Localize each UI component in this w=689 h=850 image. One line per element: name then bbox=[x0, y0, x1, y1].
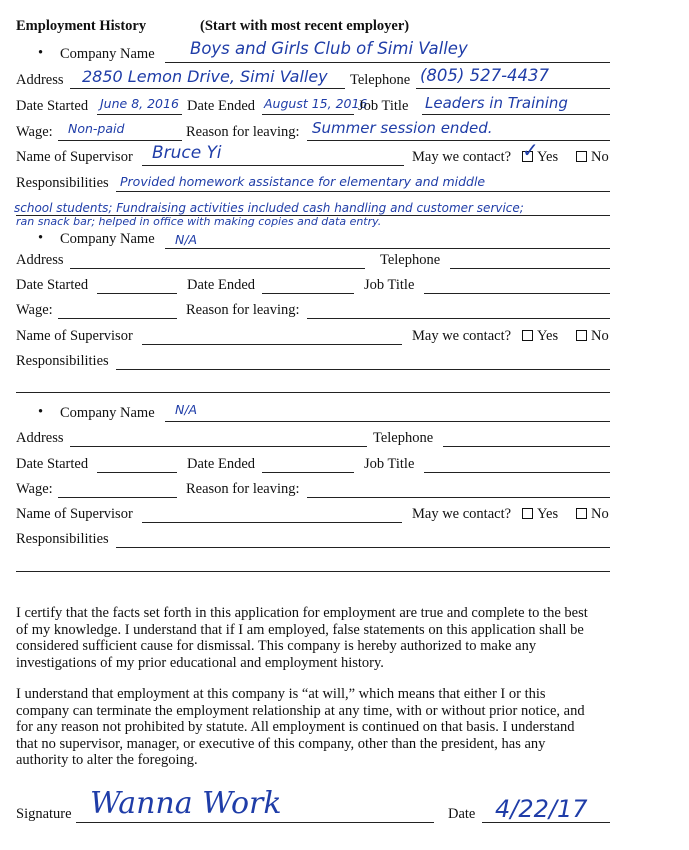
date-ended-value-1[interactable]: August 15, 2016 bbox=[264, 96, 368, 111]
telephone-label: Telephone bbox=[350, 72, 411, 88]
date-ended-line-1 bbox=[262, 114, 354, 115]
reason-value-1[interactable]: Summer session ended. bbox=[312, 119, 493, 137]
telephone-line-3 bbox=[443, 446, 610, 447]
responsibilities-value-1a[interactable]: Provided homework assistance for elementary and middle bbox=[120, 174, 486, 189]
responsibilities-line-2a bbox=[116, 369, 610, 370]
company-name-value-3[interactable]: N/A bbox=[175, 402, 198, 417]
no-label: No bbox=[591, 328, 609, 344]
checkbox-icon[interactable] bbox=[522, 330, 533, 341]
checkbox-icon[interactable] bbox=[576, 151, 587, 162]
checkbox-icon[interactable] bbox=[522, 508, 533, 519]
section-title: Employment History bbox=[16, 18, 147, 34]
reason-line-1 bbox=[307, 140, 610, 141]
may-we-contact-label: May we contact? bbox=[412, 149, 512, 165]
certification-paragraph-1: I certify that the facts set forth in this application for employment are true and complete to the best of my knowledge. I understand that if I am employed, false statements on this application shall be considered sufficient cause for dismissal. This company is hereby authorized to make any investigations of my prior educational and employment history. bbox=[16, 605, 588, 671]
yes-label: Yes bbox=[537, 328, 559, 344]
reason-label: Reason for leaving: bbox=[186, 124, 300, 140]
address-label: Address bbox=[16, 72, 64, 88]
company-name-line-3 bbox=[165, 421, 610, 422]
bullet: • bbox=[38, 404, 44, 420]
no-label: No bbox=[591, 506, 609, 522]
date-ended-line-3 bbox=[262, 472, 354, 473]
contact-yes-option-3[interactable] bbox=[522, 506, 558, 522]
supervisor-label: Name of Supervisor bbox=[16, 328, 133, 344]
signature-label: Signature bbox=[16, 806, 72, 822]
contact-no-option-2[interactable] bbox=[576, 328, 609, 344]
certification-paragraph-2: I understand that employment at this company is “at will,” which means that either I or this company can terminate the employment relationship at any time, with or without prior notice, and for any reason not prohibited by statute. All employment is continued on that basis. I understand that no supervisor, manager, or executive of this company, other than the president, has any authority to alter the foregoing. bbox=[16, 686, 585, 768]
supervisor-label: Name of Supervisor bbox=[16, 149, 133, 165]
date-started-label: Date Started bbox=[16, 98, 89, 114]
telephone-line-2 bbox=[450, 268, 610, 269]
date-started-line-2 bbox=[97, 293, 177, 294]
responsibilities-value-1b[interactable]: school students; Fundraising activities included cash handling and customer service; bbox=[14, 201, 524, 215]
date-started-label: Date Started bbox=[16, 277, 89, 293]
reason-line-2 bbox=[307, 318, 610, 319]
date-started-value-1[interactable]: June 8, 2016 bbox=[100, 96, 179, 111]
reason-label: Reason for leaving: bbox=[186, 302, 300, 318]
address-line-1 bbox=[70, 88, 345, 89]
signature-line bbox=[76, 822, 434, 823]
checkmark-icon: ✓ bbox=[522, 138, 539, 162]
no-label: No bbox=[591, 149, 609, 165]
telephone-label: Telephone bbox=[373, 430, 434, 446]
company-name-label: Company Name bbox=[60, 231, 155, 247]
date-ended-label: Date Ended bbox=[187, 456, 256, 472]
wage-line-3 bbox=[58, 497, 177, 498]
date-ended-label: Date Ended bbox=[187, 277, 256, 293]
wage-label: Wage: bbox=[16, 124, 53, 140]
job-title-label: Job Title bbox=[364, 456, 415, 472]
telephone-value-1[interactable]: (805) 527-4437 bbox=[420, 66, 550, 85]
address-label: Address bbox=[16, 252, 64, 268]
job-title-value-1[interactable]: Leaders in Training bbox=[425, 94, 568, 112]
supervisor-line-3 bbox=[142, 522, 402, 523]
company-name-label: Company Name bbox=[60, 46, 155, 62]
company-name-value-2[interactable]: N/A bbox=[175, 232, 198, 247]
contact-no-option-1[interactable] bbox=[576, 149, 609, 165]
responsibilities-label: Responsibilities bbox=[16, 353, 109, 369]
may-we-contact-label: May we contact? bbox=[412, 328, 512, 344]
date-started-line-1 bbox=[97, 114, 182, 115]
telephone-line-1 bbox=[416, 88, 610, 89]
job-title-label: Job Title bbox=[358, 98, 409, 114]
wage-value-1[interactable]: Non-paid bbox=[68, 121, 125, 136]
company-name-line-1 bbox=[165, 62, 610, 63]
supervisor-line-1 bbox=[142, 165, 404, 166]
responsibilities-line-3b bbox=[16, 571, 610, 572]
job-title-line-3 bbox=[424, 472, 610, 473]
supervisor-value-1[interactable]: Bruce Yi bbox=[152, 143, 222, 163]
address-line-3 bbox=[70, 446, 367, 447]
yes-label: Yes bbox=[537, 506, 559, 522]
bullet: • bbox=[38, 230, 44, 246]
may-we-contact-label: May we contact? bbox=[412, 506, 512, 522]
yes-label: Yes bbox=[537, 149, 559, 165]
bullet: • bbox=[38, 45, 44, 61]
job-title-line-2 bbox=[424, 293, 610, 294]
address-label: Address bbox=[16, 430, 64, 446]
date-started-line-3 bbox=[97, 472, 177, 473]
date-value[interactable]: 4/22/17 bbox=[495, 795, 588, 823]
reason-label: Reason for leaving: bbox=[186, 481, 300, 497]
signature-value[interactable]: Wanna Work bbox=[90, 786, 282, 821]
reason-line-3 bbox=[307, 497, 610, 498]
responsibilities-label: Responsibilities bbox=[16, 531, 109, 547]
responsibilities-line-2b bbox=[16, 392, 610, 393]
job-title-label: Job Title bbox=[364, 277, 415, 293]
contact-no-option-3[interactable] bbox=[576, 506, 609, 522]
supervisor-line-2 bbox=[142, 344, 402, 345]
supervisor-label: Name of Supervisor bbox=[16, 506, 133, 522]
wage-line-1 bbox=[58, 140, 182, 141]
contact-yes-option-2[interactable] bbox=[522, 328, 558, 344]
responsibilities-line-1a bbox=[116, 191, 610, 192]
company-name-value-1[interactable]: Boys and Girls Club of Simi Valley bbox=[190, 39, 468, 58]
date-ended-label: Date Ended bbox=[187, 98, 256, 114]
wage-label: Wage: bbox=[16, 302, 53, 318]
address-line-2 bbox=[70, 268, 365, 269]
job-title-line-1 bbox=[422, 114, 610, 115]
date-ended-line-2 bbox=[262, 293, 354, 294]
responsibilities-value-1c[interactable]: ran snack bar; helped in office with making copies and data entry. bbox=[16, 215, 382, 228]
company-name-label: Company Name bbox=[60, 405, 155, 421]
checkbox-icon[interactable] bbox=[576, 508, 587, 519]
section-subtitle: (Start with most recent employer) bbox=[200, 18, 410, 34]
address-value-1[interactable]: 2850 Lemon Drive, Simi Valley bbox=[82, 67, 328, 86]
date-label: Date bbox=[448, 806, 476, 822]
responsibilities-label: Responsibilities bbox=[16, 175, 109, 191]
telephone-label: Telephone bbox=[380, 252, 441, 268]
wage-label: Wage: bbox=[16, 481, 53, 497]
date-started-label: Date Started bbox=[16, 456, 89, 472]
wage-line-2 bbox=[58, 318, 177, 319]
responsibilities-line-3a bbox=[116, 547, 610, 548]
company-name-line-2 bbox=[165, 248, 610, 249]
checkbox-icon[interactable] bbox=[576, 330, 587, 341]
